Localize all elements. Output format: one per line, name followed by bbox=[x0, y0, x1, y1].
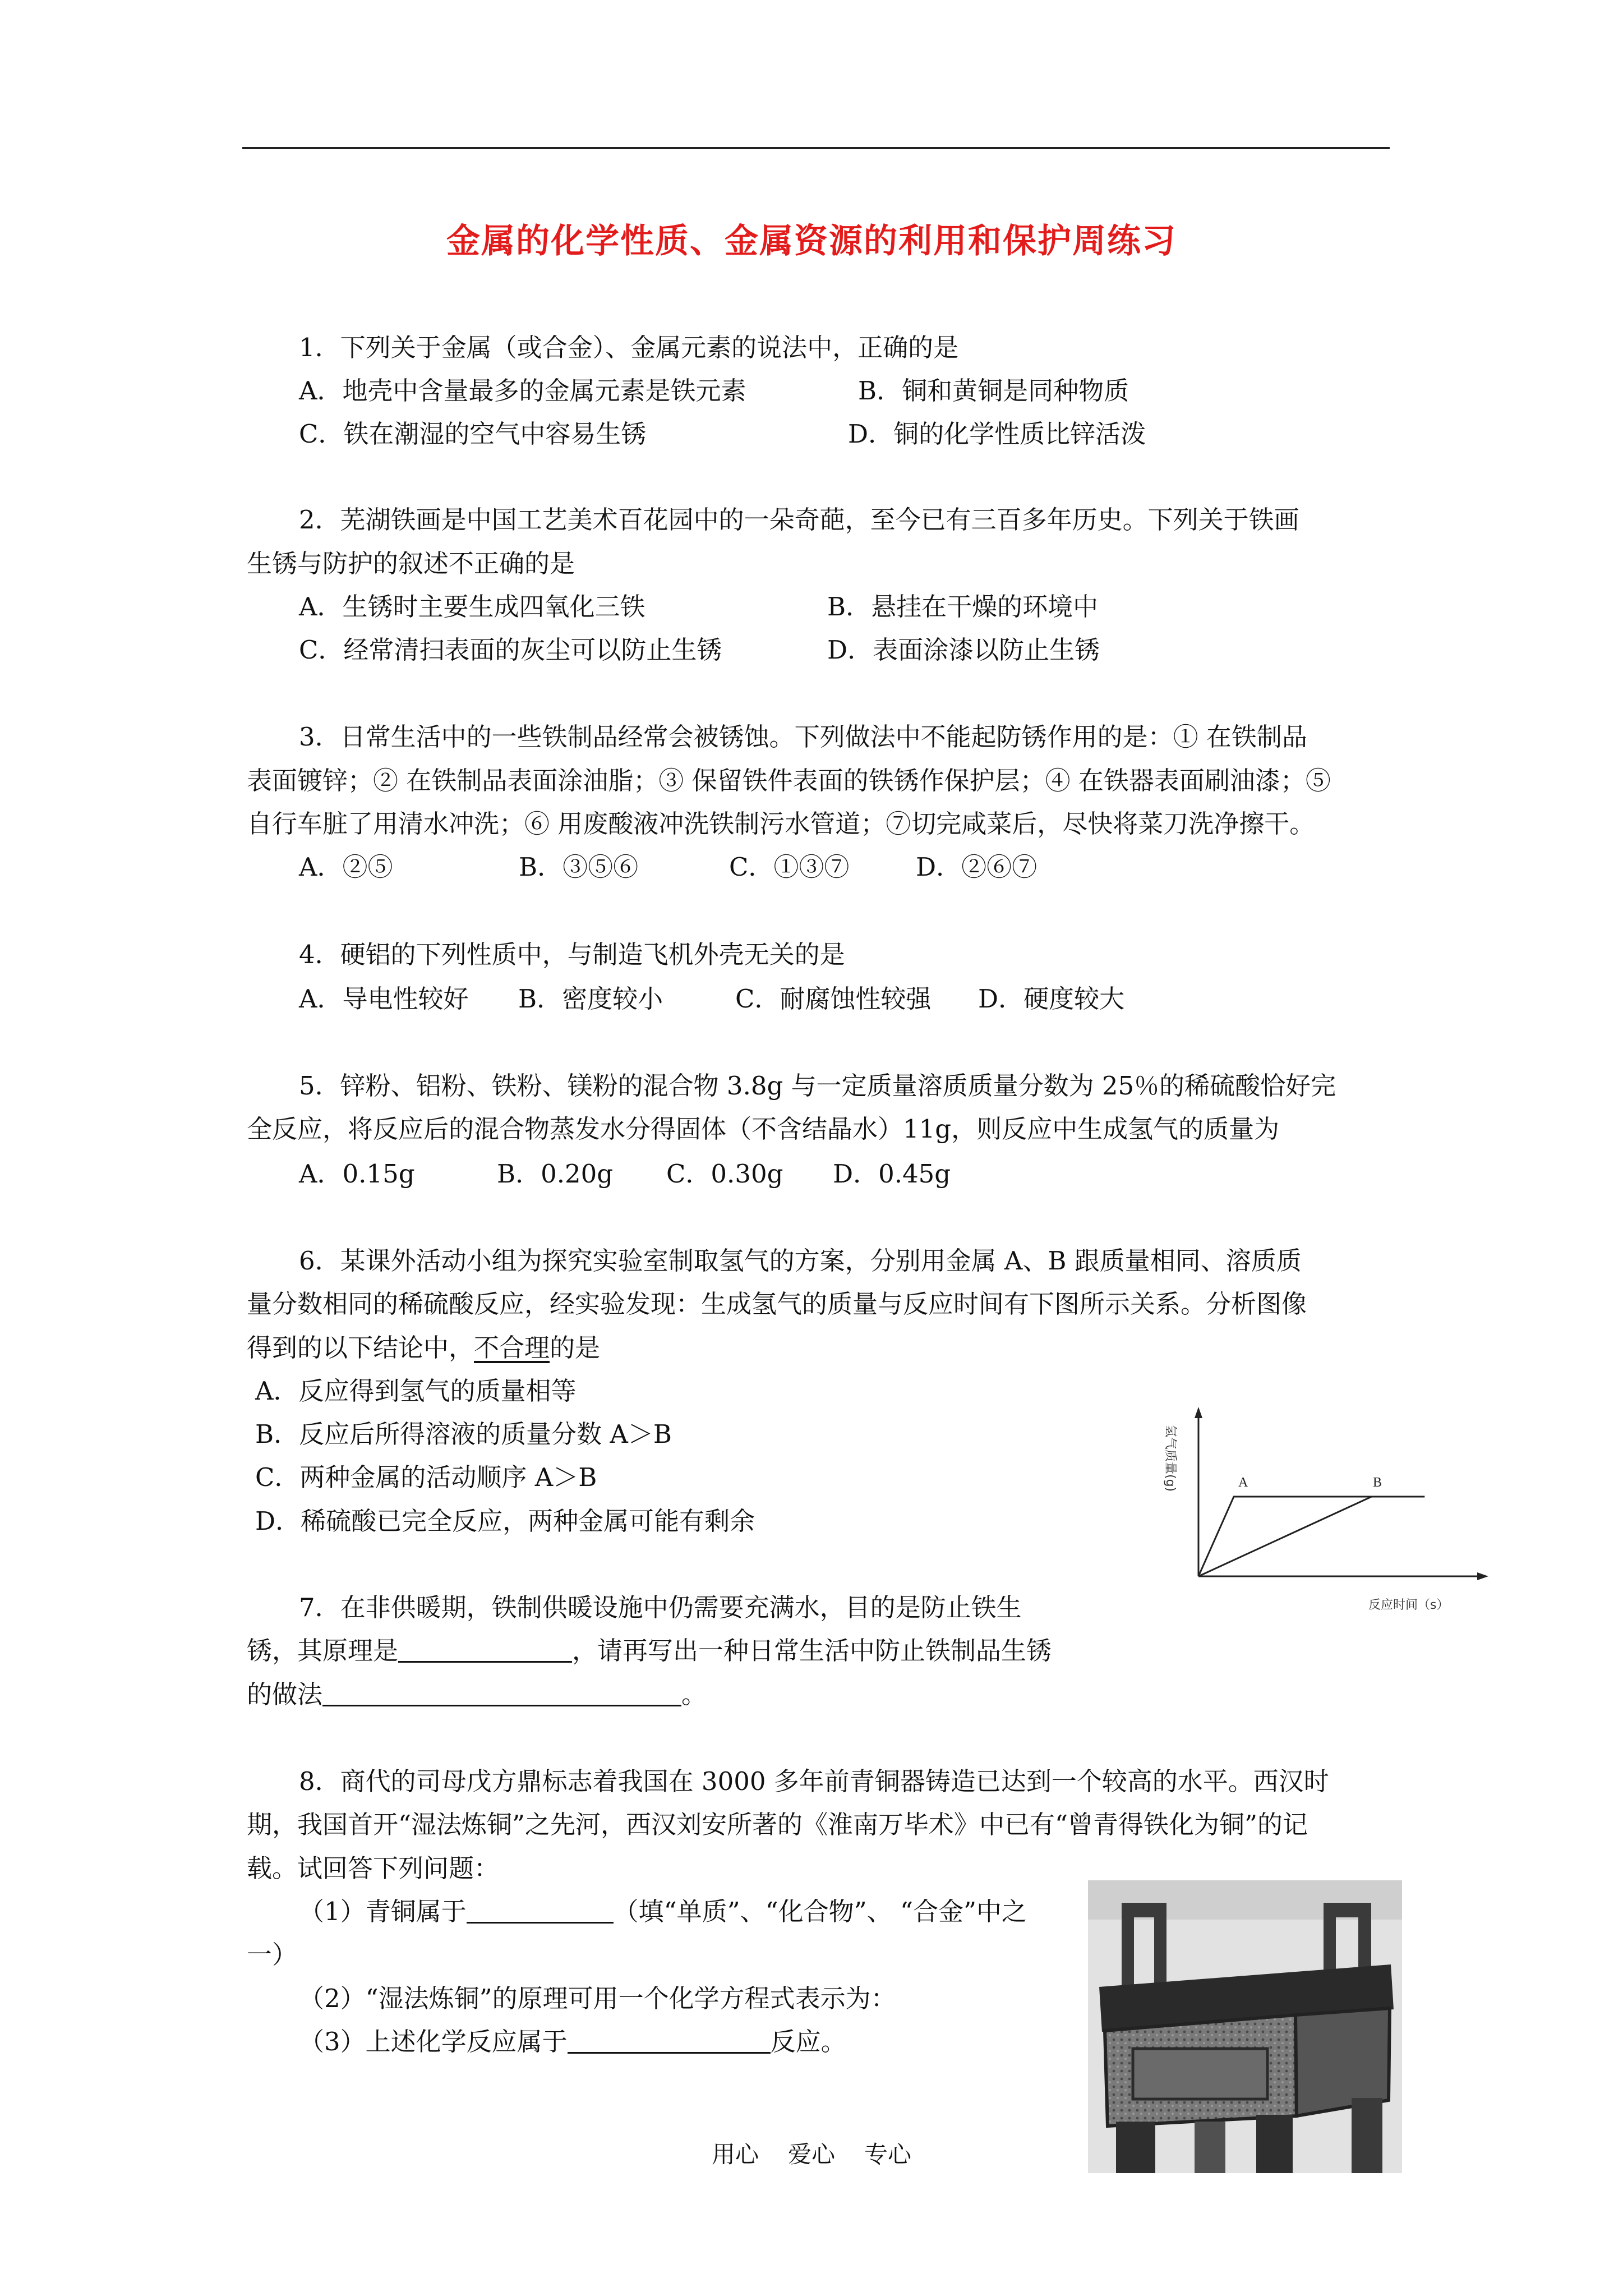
q3-stem-line3: 自行车脏了用清水冲洗；⑥ 用废酸液冲洗铁制污水管道；⑦切完咸菜后，尽快将菜刀洗净擦干。 bbox=[247, 809, 1315, 839]
q5-stem-line1: 5．锌粉、铝粉、铁粉、镁粉的混合物 3.8g 与一定质量溶质质量分数为 25％的稀硫酸恰好完 bbox=[299, 1071, 1336, 1101]
q1-option-b: B．铜和黄铜是同种物质 bbox=[858, 376, 1129, 406]
q1-option-a: A．地壳中含量最多的金属元素是铁元素 bbox=[299, 376, 746, 406]
q8-part1: （1）青铜属于 （填“单质”、“化合物”、 “合金”中之 bbox=[299, 1895, 1027, 1929]
graph-x-label: 反应时间（s） bbox=[1368, 1598, 1449, 1612]
graph-label-a: A bbox=[1238, 1475, 1248, 1490]
q8-stem-line3: 载。试回答下列问题： bbox=[247, 1853, 500, 1883]
graph-line-a bbox=[1198, 1497, 1424, 1576]
q8-part1-cont: 一） bbox=[247, 1940, 298, 1970]
q8-blank-1[interactable] bbox=[467, 1895, 614, 1924]
graph-y-label: 氢气质量(g) bbox=[1163, 1425, 1177, 1492]
q8-stem-line1: 8．商代的司母戊方鼎标志着我国在 3000 多年前青铜器铸造已达到一个较高的水平。西汉时 bbox=[299, 1766, 1329, 1796]
q2-stem-line2: 生锈与防护的叙述不正确的是 bbox=[247, 549, 575, 578]
q6-option-c: C．两种金属的活动顺序 A＞B bbox=[255, 1462, 597, 1492]
q3-option-c: C．①③⑦ bbox=[729, 852, 850, 882]
q3-option-d: D．②⑥⑦ bbox=[916, 852, 1038, 882]
q7-stem-line2: 锈，其原理是 ，请再写出一种日常生活中防止铁制品生锈 bbox=[247, 1634, 1052, 1668]
q1-option-d: D．铜的化学性质比锌活泼 bbox=[848, 419, 1146, 449]
q2-stem-line1: 2．芜湖铁画是中国工艺美术百花园中的一朵奇葩，至今已有三百多年历史。下列关于铁画 bbox=[299, 505, 1299, 535]
q7-stem-line3: 的做法 。 bbox=[247, 1678, 707, 1711]
q4-option-b: B．密度较小 bbox=[518, 984, 663, 1014]
q4-option-a: A．导电性较好 bbox=[299, 984, 469, 1014]
q6-option-b: B．反应后所得溶液的质量分数 A＞B bbox=[255, 1419, 672, 1449]
q2-option-d: D．表面涂漆以防止生锈 bbox=[827, 635, 1100, 665]
q5-option-b: B．0.20g bbox=[497, 1159, 614, 1189]
graph-line-b bbox=[1198, 1497, 1424, 1576]
q4-option-c: C．耐腐蚀性较强 bbox=[735, 984, 932, 1014]
bronze-ding-image bbox=[1088, 1880, 1402, 2173]
q8-blank-3[interactable] bbox=[568, 2025, 771, 2054]
reaction-graph bbox=[1155, 1402, 1492, 1644]
q2-option-b: B．悬挂在干燥的环境中 bbox=[827, 592, 1099, 622]
q1-stem: 1．下列关于金属（或合金）、金属元素的说法中，正确的是 bbox=[299, 333, 959, 362]
graph-label-b: B bbox=[1373, 1475, 1382, 1490]
q3-option-a: A．②⑤ bbox=[299, 852, 393, 882]
page-footer: 用心 爱心 专心 bbox=[711, 2141, 912, 2168]
page-title: 金属的化学性质、金属资源的利用和保护周练习 bbox=[446, 222, 1177, 261]
q5-option-d: D．0.45g bbox=[833, 1159, 951, 1189]
graph-y-arrow bbox=[1195, 1407, 1202, 1418]
q8-part2: （2）“湿法炼铜”的原理可用一个化学方程式表示为： bbox=[299, 1984, 896, 2013]
q3-stem-line2: 表面镀锌；② 在铁制品表面涂油脂；③ 保留铁件表面的铁锈作保护层；④ 在铁器表面刷油漆；⑤ bbox=[247, 766, 1331, 795]
q5-option-a: A．0.15g bbox=[299, 1159, 415, 1189]
q3-stem-line1: 3．日常生活中的一些铁制品经常会被锈蚀。下列做法中不能起防锈作用的是：① 在铁制品 bbox=[299, 722, 1307, 752]
q6-stem-line2: 量分数相同的稀硫酸反应，经实验发现：生成氢气的质量与反应时间有下图所示关系。分析图像 bbox=[247, 1289, 1307, 1319]
header-rule bbox=[242, 147, 1390, 149]
q6-stem-line3: 得到的以下结论中，不合理的是 bbox=[247, 1333, 601, 1363]
q7-blank-method[interactable] bbox=[322, 1678, 681, 1706]
graph-x-arrow bbox=[1477, 1572, 1488, 1580]
q7-stem-line1: 7．在非供暖期，铁制供暖设施中仍需要充满水，目的是防止铁生 bbox=[299, 1593, 1022, 1622]
q6-stem-line1: 6．某课外活动小组为探究实验室制取氢气的方案，分别用金属 A、B 跟质量相同、溶质质 bbox=[299, 1246, 1302, 1276]
q4-stem: 4．硬铝的下列性质中，与制造飞机外壳无关的是 bbox=[299, 940, 845, 969]
q6-option-a: A．反应得到氢气的质量相等 bbox=[255, 1376, 577, 1406]
q4-option-d: D．硬度较大 bbox=[978, 984, 1125, 1014]
q8-part3: （3）上述化学反应属于 反应。 bbox=[299, 2025, 846, 2059]
q7-blank-principle[interactable] bbox=[398, 1634, 572, 1663]
q5-stem-line2: 全反应，将反应后的混合物蒸发水分得固体（不含结晶水）11g，则反应中生成氢气的质量为 bbox=[247, 1114, 1280, 1144]
q6-option-d: D．稀硫酸已完全反应，两种金属可能有剩余 bbox=[255, 1506, 755, 1536]
q6-emphasis: 不合理 bbox=[474, 1333, 550, 1363]
q1-option-c: C．铁在潮湿的空气中容易生锈 bbox=[299, 419, 647, 449]
q2-option-c: C．经常清扫表面的灰尘可以防止生锈 bbox=[299, 635, 722, 665]
q3-option-b: B．③⑤⑥ bbox=[519, 852, 639, 882]
q5-option-c: C．0.30g bbox=[666, 1159, 783, 1189]
q2-option-a: A．生锈时主要生成四氧化三铁 bbox=[299, 592, 645, 622]
q8-stem-line2: 期，我国首开“湿法炼铜”之先河，西汉刘安所著的《淮南万毕术》中已有“曾青得铁化为铜”的记 bbox=[247, 1810, 1308, 1839]
